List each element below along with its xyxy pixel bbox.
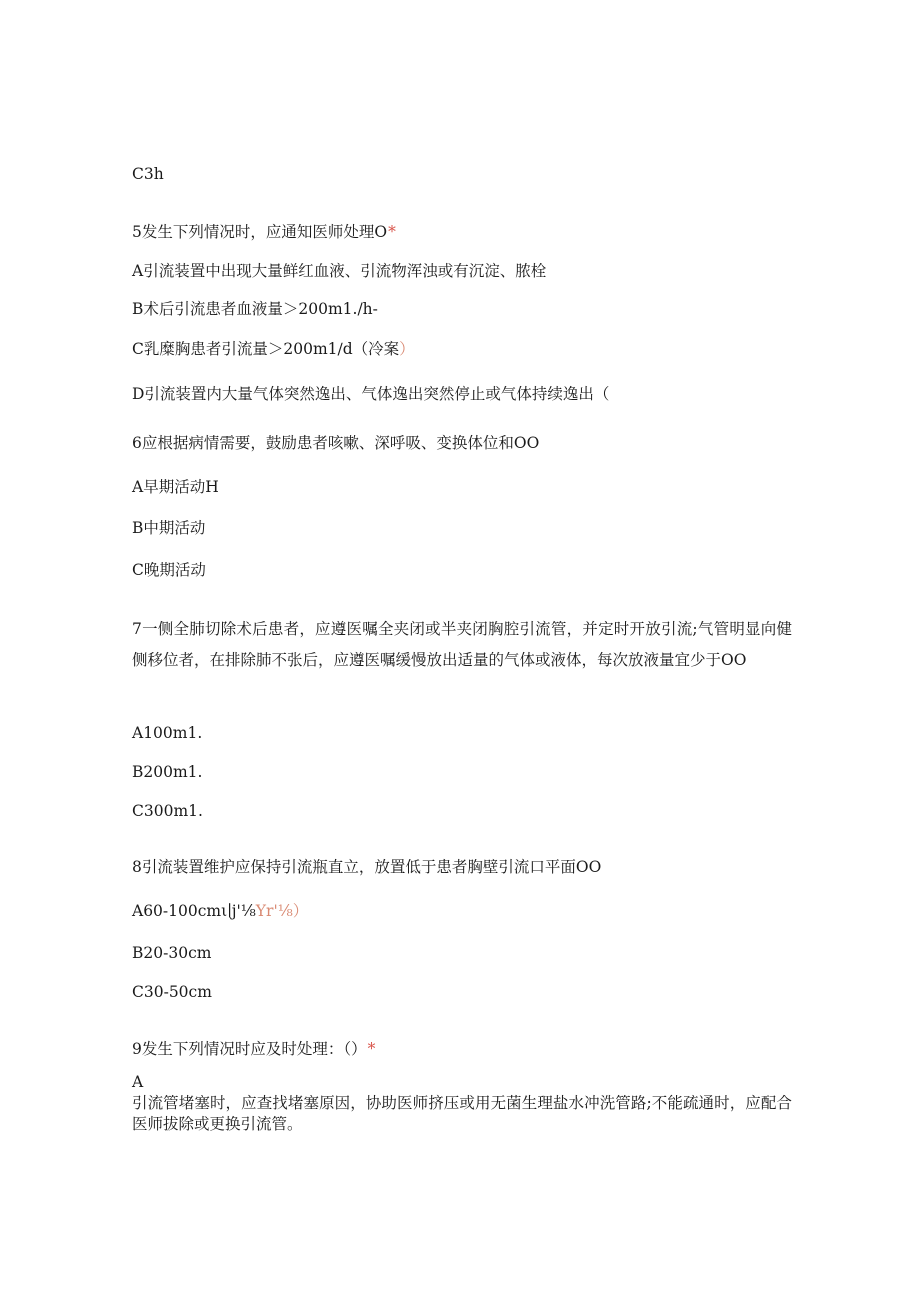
q5-star-mark: * bbox=[388, 223, 396, 241]
q7-option-c: C300m1. bbox=[132, 802, 203, 820]
q8-stem: 8引流装置维护应保持引流瓶直立，放置低于患者胸壁引流口平面OO bbox=[132, 858, 602, 876]
q9-star-mark: * bbox=[367, 1040, 376, 1058]
q7-option-a: A100m1. bbox=[132, 724, 203, 742]
q8-option-a bbox=[132, 901, 308, 921]
q9-option-a-label: A bbox=[132, 1073, 144, 1091]
q6-option-b: B中期活动 bbox=[132, 519, 206, 537]
q7-stem: 7一侧全肺切除术后患者，应遵医嘱全夹闭或半夹闭胸腔引流管，并定时开放引流;气管明显向健侧移位者，在排除肺不张后，应遵医嘱缓慢放出适量的气体或液体，每次放液量宜少于OO bbox=[132, 620, 792, 669]
q5-option-a: A引流装置中出现大量鲜红血液、引流物浑浊或有沉淀、脓栓 bbox=[132, 262, 547, 280]
q5-option-c-text: C乳糜胸患者引流量＞200m1∕d（冷案 bbox=[132, 340, 400, 358]
q8-option-a-mark: Yr'⅛） bbox=[255, 902, 309, 920]
q6-option-c: C晚期活动 bbox=[132, 561, 206, 579]
q8-option-b: B20-30cm bbox=[132, 944, 212, 962]
q7-option-b: B200m1. bbox=[132, 763, 203, 781]
q6-option-a: A早期活动H bbox=[132, 478, 219, 496]
q9-option-a-text: 引流管堵塞时，应查找堵塞原因，协助医师挤压或用无菌生理盐水冲洗管路;不能疏通时，应配合医师拔除或更换引流管。 bbox=[132, 1094, 792, 1133]
q9-stem bbox=[132, 1039, 375, 1059]
q6-stem: 6应根据病情需要，鼓励患者咳嗽、深呼吸、变换体位和OO bbox=[132, 434, 540, 452]
q4-option-c: C3h bbox=[132, 165, 164, 183]
q5-option-c-mark: ） bbox=[399, 340, 415, 358]
q5-option-b: B术后引流患者血液量＞200m1./h- bbox=[132, 300, 378, 318]
q5-option-c bbox=[132, 339, 415, 359]
q9-stem-text: 9发生下列情况时应及时处理：（） bbox=[132, 1040, 367, 1058]
q5-stem-text: 5发生下列情况时，应通知医师处理O bbox=[132, 223, 388, 241]
q5-option-d: D引流装置内大量气体突然逸出、气体逸出突然停止或气体持续逸出（ bbox=[132, 385, 610, 403]
q8-option-a-text: A60-100cmι∣j'⅛ bbox=[132, 902, 256, 920]
q8-option-c: C30-50cm bbox=[132, 983, 212, 1001]
q5-stem bbox=[132, 222, 396, 242]
